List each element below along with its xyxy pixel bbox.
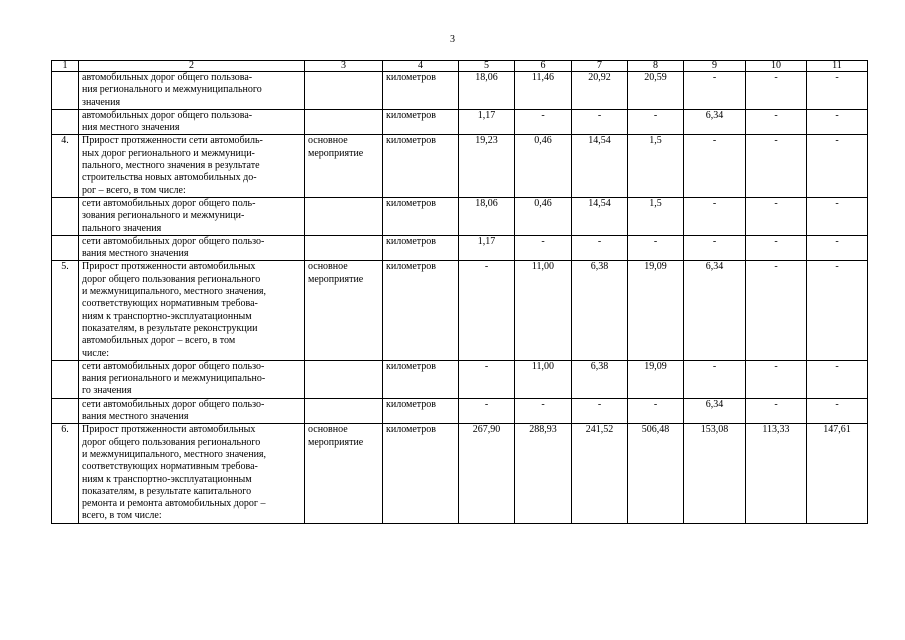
table-row — [52, 360, 868, 398]
value-cell: - — [684, 235, 746, 261]
table-row — [52, 109, 868, 135]
value-cell: - — [807, 235, 868, 261]
unit: километров — [383, 72, 459, 110]
unit: километров — [383, 197, 459, 235]
value-cell: - — [807, 135, 868, 197]
value-cell: 1,5 — [628, 197, 684, 235]
row-number: 6. — [52, 424, 79, 523]
value-cell: - — [807, 398, 868, 424]
column-number: 4 — [383, 61, 459, 72]
value-cell: - — [807, 72, 868, 110]
value-cell: - — [684, 360, 746, 398]
value-cell: - — [746, 235, 807, 261]
indicator-name: Прирост протяженности автомобильных дорог общего пользования регионального и межмуниципального, местного значения, соответствующих нормативным требова- ниям к транспортно-эксплуатационным показателям, в результате реконструкции автомобильных дорог – всего, в том числе: — [79, 261, 305, 360]
activity-type — [305, 197, 383, 235]
activity-type — [305, 360, 383, 398]
activity-type: основное мероприятие — [305, 424, 383, 523]
row-number: 4. — [52, 135, 79, 197]
value-cell: - — [515, 235, 572, 261]
unit: километров — [383, 424, 459, 523]
value-cell: 506,48 — [628, 424, 684, 523]
value-cell: - — [628, 398, 684, 424]
value-cell: - — [746, 109, 807, 135]
row-number — [52, 360, 79, 398]
indicator-name: Прирост протяженности сети автомобиль- ных дорог регионального и межмуници- пального, местного значения в результате строительства новых автомобильных до- рог – всего, в том числе: — [79, 135, 305, 197]
table-row — [52, 135, 868, 197]
value-cell: 288,93 — [515, 424, 572, 523]
column-number: 9 — [684, 61, 746, 72]
row-number — [52, 235, 79, 261]
page-number: 3 — [450, 34, 455, 45]
value-cell: - — [572, 398, 628, 424]
value-cell: - — [459, 398, 515, 424]
indicator-name: сети автомобильных дорог общего пользо- вания местного значения — [79, 235, 305, 261]
value-cell: 11,00 — [515, 360, 572, 398]
column-number: 10 — [746, 61, 807, 72]
unit: километров — [383, 109, 459, 135]
value-cell: 0,46 — [515, 135, 572, 197]
value-cell: - — [746, 261, 807, 360]
value-cell: 6,34 — [684, 261, 746, 360]
value-cell: 19,09 — [628, 261, 684, 360]
activity-type — [305, 72, 383, 110]
column-number: 6 — [515, 61, 572, 72]
row-number: 5. — [52, 261, 79, 360]
value-cell: - — [684, 197, 746, 235]
value-cell: - — [746, 72, 807, 110]
column-number: 2 — [79, 61, 305, 72]
activity-type: основное мероприятие — [305, 135, 383, 197]
unit: километров — [383, 398, 459, 424]
column-number: 5 — [459, 61, 515, 72]
row-number — [52, 197, 79, 235]
value-cell: - — [746, 135, 807, 197]
value-cell: 6,34 — [684, 398, 746, 424]
value-cell: 19,09 — [628, 360, 684, 398]
value-cell: - — [572, 109, 628, 135]
value-cell: - — [572, 235, 628, 261]
value-cell: 11,46 — [515, 72, 572, 110]
activity-type — [305, 235, 383, 261]
indicator-name: сети автомобильных дорог общего пользо- вания местного значения — [79, 398, 305, 424]
activity-type: основное мероприятие — [305, 261, 383, 360]
value-cell: - — [746, 398, 807, 424]
table-row — [52, 235, 868, 261]
value-cell: - — [746, 360, 807, 398]
activity-type — [305, 398, 383, 424]
value-cell: 153,08 — [684, 424, 746, 523]
value-cell: - — [746, 197, 807, 235]
table-row — [52, 72, 868, 110]
value-cell: 19,23 — [459, 135, 515, 197]
value-cell: 147,61 — [807, 424, 868, 523]
indicator-name: сети автомобильных дорог общего поль- зования регионального и межмуници- пального значения — [79, 197, 305, 235]
column-number: 7 — [572, 61, 628, 72]
indicator-name: автомобильных дорог общего пользова- ния местного значения — [79, 109, 305, 135]
value-cell: - — [807, 261, 868, 360]
row-number — [52, 398, 79, 424]
value-cell: 18,06 — [459, 197, 515, 235]
value-cell: 1,5 — [628, 135, 684, 197]
value-cell: 14,54 — [572, 197, 628, 235]
value-cell: - — [459, 261, 515, 360]
value-cell: - — [628, 235, 684, 261]
value-cell: - — [628, 109, 684, 135]
value-cell: - — [515, 109, 572, 135]
value-cell: 6,34 — [684, 109, 746, 135]
unit: километров — [383, 360, 459, 398]
indicator-name: Прирост протяженности автомобильных дорог общего пользования регионального и межмуниципального, местного значения, соответствующих нормативным требова- ниям к транспортно-эксплуатационным показателям, в результате капитального ремонта и ремонта автомобильных дорог – всего, в том числе: — [79, 424, 305, 523]
value-cell: 11,00 — [515, 261, 572, 360]
value-cell: 1,17 — [459, 109, 515, 135]
column-number: 11 — [807, 61, 868, 72]
activity-type — [305, 109, 383, 135]
value-cell: 6,38 — [572, 261, 628, 360]
row-number — [52, 72, 79, 110]
value-cell: - — [807, 109, 868, 135]
value-cell: - — [684, 72, 746, 110]
value-cell: 1,17 — [459, 235, 515, 261]
table-row — [52, 424, 868, 523]
column-number: 3 — [305, 61, 383, 72]
unit: километров — [383, 235, 459, 261]
column-number: 8 — [628, 61, 684, 72]
value-cell: - — [684, 135, 746, 197]
table-row — [52, 398, 868, 424]
row-number — [52, 109, 79, 135]
value-cell: 113,33 — [746, 424, 807, 523]
column-number-row — [52, 61, 868, 72]
value-cell: 6,38 — [572, 360, 628, 398]
value-cell: 20,92 — [572, 72, 628, 110]
value-cell: - — [459, 360, 515, 398]
value-cell: - — [807, 197, 868, 235]
value-cell: 267,90 — [459, 424, 515, 523]
unit: километров — [383, 135, 459, 197]
value-cell: - — [807, 360, 868, 398]
indicator-name: автомобильных дорог общего пользова- ния регионального и межмуниципального значения — [79, 72, 305, 110]
value-cell: 18,06 — [459, 72, 515, 110]
value-cell: 0,46 — [515, 197, 572, 235]
table-row — [52, 261, 868, 360]
unit: километров — [383, 261, 459, 360]
value-cell: 241,52 — [572, 424, 628, 523]
value-cell: 14,54 — [572, 135, 628, 197]
value-cell: - — [515, 398, 572, 424]
table-row — [52, 197, 868, 235]
column-number: 1 — [52, 61, 79, 72]
indicators-table — [51, 60, 868, 524]
indicator-name: сети автомобильных дорог общего пользо- вания регионального и межмуниципально- го значения — [79, 360, 305, 398]
value-cell: 20,59 — [628, 72, 684, 110]
